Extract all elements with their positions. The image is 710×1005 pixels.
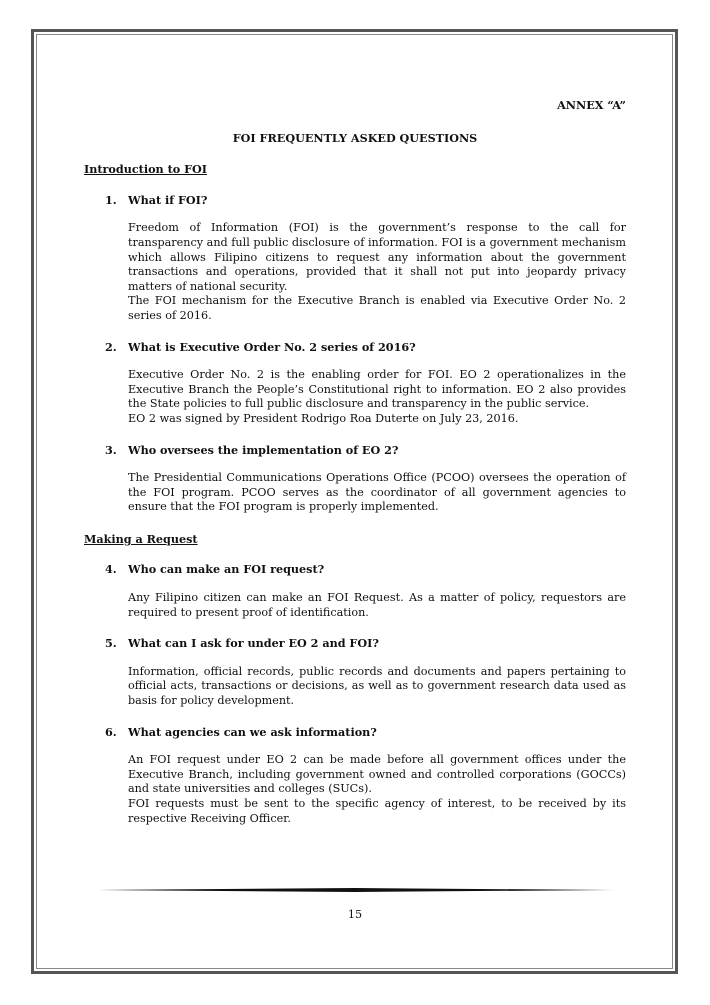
question-5 [84,636,626,651]
question-4 [84,562,626,577]
answer-paragraph: EO 2 was signed by President Rodrigo Roa Duterte on July 23, 2016. [128,411,519,425]
footer-divider [97,888,613,892]
annex-label: ANNEX “A” [557,98,626,112]
answer-paragraph: Freedom of Information (FOI) is the government’s response to the call for transparency and full public disclosure of information. FOI is a government mechanism which allows Filipino citizens to request any information about the government transactions and operations, provided that it shall not put into jeopardy privacy matters of national security. [128,221,626,293]
question-6 [84,725,626,740]
question-text: Who can make an FOI request? [128,562,325,577]
question-1 [84,193,626,208]
answer-3 [128,471,626,515]
answer-paragraph: Any Filipino citizen can make an FOI Request. As a matter of policy, requestors are required to present proof of identification. [128,591,626,619]
question-text: Who oversees the implementation of EO 2? [128,442,399,457]
answer-4 [128,591,626,620]
question-number: 1. [105,192,117,207]
question-text: What can I ask for under EO 2 and FOI? [128,636,379,651]
answer-2 [128,368,626,426]
question-number: 4. [105,562,117,577]
document-page [84,98,626,826]
question-3 [84,443,626,458]
page-number: 15 [347,908,363,921]
question-text: What if FOI? [128,192,208,207]
section-heading-making-a-request: Making a Request [84,531,198,546]
question-2 [84,340,626,355]
answer-paragraph: The Presidential Communications Operations Office (PCOO) oversees the operation of the FOI program. PCOO serves as the coordinator of all government agencies to ensure that the FOI program is properly implemented. [128,471,626,514]
question-text: What agencies can we ask information? [128,724,377,739]
question-number: 3. [105,442,117,457]
answer-paragraph: FOI requests must be sent to the specific agency of interest, to be received by its respective Receiving Officer. [128,797,626,825]
answer-paragraph: The FOI mechanism for the Executive Branch is enabled via Executive Order No. 2 series of 2016. [128,294,626,322]
answer-1 [128,221,626,323]
answer-5 [128,665,626,709]
answer-paragraph: An FOI request under EO 2 can be made before all government offices under the Executive Branch, including government owned and controlled corporations (GOCCs) and state universities and colleges (SUCs). [128,753,626,796]
question-number: 6. [105,724,117,739]
answer-6 [128,753,626,826]
question-number: 2. [105,339,117,354]
question-number: 5. [105,636,117,651]
section-heading-introduction: Introduction to FOI [84,162,208,177]
answer-paragraph: Information, official records, public records and documents and papers pertaining to official acts, transactions or decisions, as well as to government research data used as basis for policy development. [128,664,626,708]
answer-paragraph: Executive Order No. 2 is the enabling order for FOI. EO 2 operationalizes in the Executive Branch the People’s Constitutional right to information. EO 2 also provides the State policies to full public disclosure and transparency in the public service. [128,368,626,411]
question-text: What is Executive Order No. 2 series of 2016? [128,339,416,354]
page-title: FOI FREQUENTLY ASKED QUESTIONS [232,130,478,145]
